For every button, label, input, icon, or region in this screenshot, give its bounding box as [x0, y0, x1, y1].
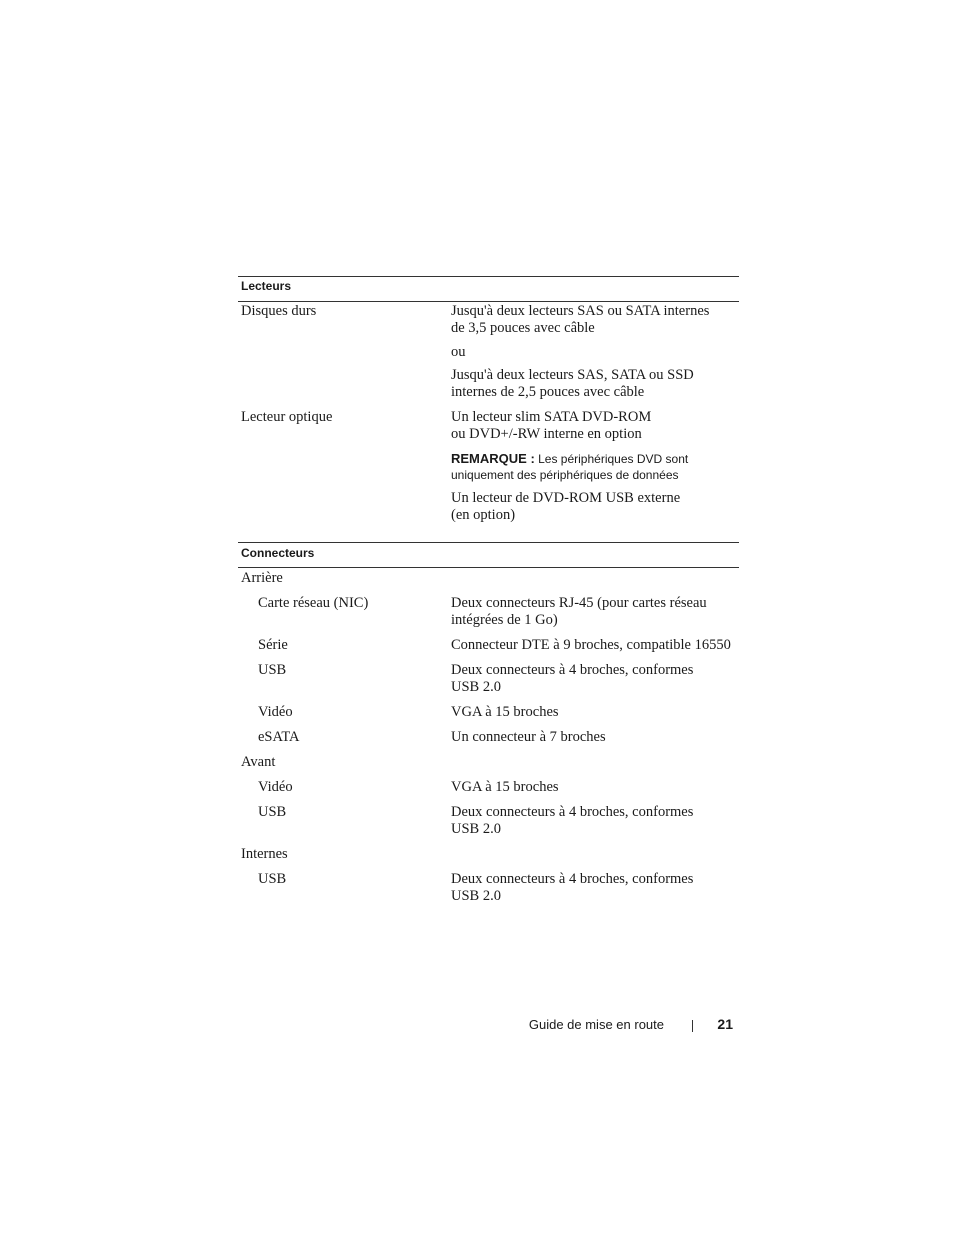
row-value-line: Un lecteur slim SATA DVD-ROM — [451, 409, 652, 425]
row-value-line: Deux connecteurs à 4 broches, conformes — [451, 662, 694, 678]
row-value-line: (en option) — [451, 507, 516, 523]
section-top-rule — [238, 276, 739, 277]
row-value-line: Deux connecteurs à 4 broches, conformes — [451, 871, 694, 887]
row-value-line: USB 2.0 — [451, 888, 501, 904]
note-line — [451, 450, 688, 468]
section-heading-connecteurs: Connecteurs — [241, 546, 315, 560]
section-heading-lecteurs: Lecteurs — [241, 279, 292, 293]
note-label: REMARQUE : — [451, 451, 535, 466]
row-value-line: ou DVD+/-RW interne en option — [451, 426, 642, 442]
note-text: Les périphériques DVD sont — [534, 452, 689, 466]
footer-guide-title: Guide de mise en route — [528, 1017, 664, 1032]
row-value-line: ou — [451, 344, 466, 360]
row-label: USB — [258, 804, 287, 820]
row-label: eSATA — [258, 729, 300, 745]
row-value-line: USB 2.0 — [451, 821, 501, 837]
row-value-line: Connecteur DTE à 9 broches, compatible 16550 — [451, 637, 731, 653]
row-value-line: Deux connecteurs à 4 broches, conformes — [451, 804, 694, 820]
row-value-line: Deux connecteurs RJ-45 (pour cartes réseau — [451, 595, 707, 611]
section-header-rule — [238, 567, 739, 568]
section-header-rule — [238, 301, 739, 302]
row-value-line: Jusqu'à deux lecteurs SAS ou SATA internes — [451, 303, 710, 319]
row-value-line: VGA à 15 broches — [451, 704, 559, 720]
group-label-internes: Internes — [241, 846, 288, 862]
row-label: Série — [258, 637, 288, 653]
row-label: Vidéo — [258, 704, 293, 720]
group-label-avant: Avant — [241, 754, 276, 770]
row-value-line: Un lecteur de DVD-ROM USB externe — [451, 490, 681, 506]
note-line: uniquement des périphériques de données — [451, 468, 679, 482]
row-label: USB — [258, 662, 287, 678]
row-value-line: Jusqu'à deux lecteurs SAS, SATA ou SSD — [451, 367, 694, 383]
row-label: USB — [258, 871, 287, 887]
footer-separator — [692, 1020, 693, 1032]
row-value-line: Un connecteur à 7 broches — [451, 729, 606, 745]
row-label: Carte réseau (NIC) — [258, 595, 369, 611]
section-top-rule — [238, 542, 739, 543]
row-label: Vidéo — [258, 779, 293, 795]
row-value-line: VGA à 15 broches — [451, 779, 559, 795]
row-label-lecteur-optique: Lecteur optique — [241, 409, 333, 425]
row-value-line: intégrées de 1 Go) — [451, 612, 558, 628]
row-value-line: de 3,5 pouces avec câble — [451, 320, 595, 336]
row-label-disques-durs: Disques durs — [241, 303, 317, 319]
group-label-arriere: Arrière — [241, 570, 283, 586]
row-value-line: internes de 2,5 pouces avec câble — [451, 384, 645, 400]
row-value-line: USB 2.0 — [451, 679, 501, 695]
page-number: 21 — [717, 1016, 733, 1032]
